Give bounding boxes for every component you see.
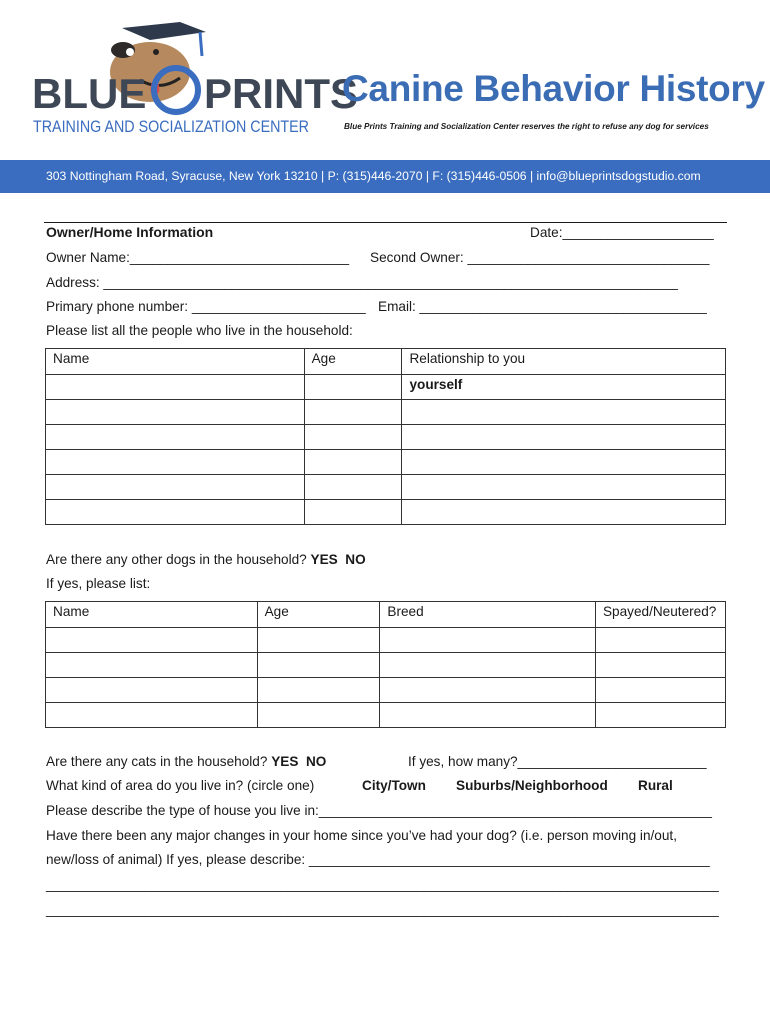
table-cell[interactable] (304, 450, 402, 475)
table-cell[interactable] (46, 475, 305, 500)
cats-question-text: Are there any cats in the household? (46, 754, 268, 769)
section-rule (44, 222, 727, 223)
dogs-no-option[interactable]: NO (345, 552, 366, 567)
answer-line[interactable]: _________________________________________________________________________________________ (46, 902, 719, 917)
column-header: Breed (380, 602, 596, 628)
area-option-suburbs[interactable]: Suburbs/Neighborhood (456, 778, 608, 793)
table-cell[interactable] (304, 400, 402, 425)
table-row (46, 450, 726, 475)
logo-word-left: BLUE (32, 70, 147, 117)
table-cell[interactable] (402, 475, 726, 500)
table-cell[interactable] (595, 653, 725, 678)
contact-banner: 303 Nottingham Road, Syracuse, New York 13210 | P: (315)446-2070 | F: (315)446-0506 | info@blueprintsdogstudio.com (0, 160, 770, 193)
table-cell[interactable] (46, 628, 258, 653)
table-cell[interactable] (304, 475, 402, 500)
house-type-field[interactable]: Please describe the type of house you live in:____________________________________________________ (46, 803, 712, 818)
table-cell[interactable] (46, 375, 305, 400)
household-prompt: Please list all the people who live in the household: (46, 323, 353, 338)
table-cell[interactable] (304, 500, 402, 525)
table-cell[interactable] (257, 678, 380, 703)
column-header: Relationship to you (402, 349, 726, 375)
phone-field[interactable]: Primary phone number: _______________________ (46, 299, 366, 314)
table-cell[interactable] (46, 450, 305, 475)
column-header: Age (257, 602, 380, 628)
area-option-rural[interactable]: Rural (638, 778, 673, 793)
table-row (46, 500, 726, 525)
table-cell[interactable] (257, 653, 380, 678)
table-cell[interactable] (46, 703, 258, 728)
table-cell[interactable] (380, 703, 596, 728)
address-field[interactable]: Address: ____________________________________________________________________________ (46, 275, 678, 290)
email-field[interactable]: Email: ______________________________________ (378, 299, 707, 314)
table-cell[interactable] (380, 653, 596, 678)
table-header-row (46, 349, 726, 375)
table-cell[interactable] (402, 500, 726, 525)
section-title-owner: Owner/Home Information (46, 224, 214, 240)
table-cell[interactable] (304, 375, 402, 400)
page-subtitle: Blue Prints Training and Socialization Center reserves the right to refuse any dog for services (344, 122, 709, 131)
household-table (45, 348, 726, 525)
logo-graphic (30, 22, 359, 140)
table-cell[interactable] (257, 703, 380, 728)
changes-question: Have there been any major changes in your home since you’ve had your dog? (i.e. person moving in/out, (46, 828, 677, 843)
cats-no-option[interactable]: NO (305, 754, 327, 769)
table-row (46, 628, 726, 653)
column-header: Age (304, 349, 402, 375)
page-title: Canine Behavior History (342, 68, 765, 109)
dogs-question-text: Are there any other dogs in the household? (46, 552, 307, 567)
table-cell[interactable] (402, 400, 726, 425)
column-header: Name (46, 349, 305, 375)
table-cell[interactable] (380, 628, 596, 653)
second-owner-field[interactable]: Second Owner: ________________________________ (370, 250, 710, 265)
column-header: Name (46, 602, 258, 628)
table-cell[interactable] (46, 653, 258, 678)
logo-tagline: TRAINING AND SOCIALIZATION CENTER (33, 118, 309, 136)
logo-word-right: PRINTS (204, 70, 359, 117)
table-cell[interactable] (595, 703, 725, 728)
dogs-question (46, 552, 366, 567)
table-cell[interactable] (380, 678, 596, 703)
changes-field[interactable]: new/loss of animal) If yes, please describe: _____________________________________________________ (46, 852, 710, 867)
dogs-table (45, 601, 726, 728)
table-cell[interactable] (257, 628, 380, 653)
table-cell[interactable] (304, 425, 402, 450)
table-cell[interactable] (402, 425, 726, 450)
column-header: Spayed/Neutered? (595, 602, 725, 628)
table-cell[interactable] (46, 425, 305, 450)
table-cell[interactable] (46, 678, 258, 703)
dogs-yes-option[interactable]: YES (310, 552, 338, 567)
area-option-city[interactable]: City/Town (362, 778, 426, 793)
cats-yes-option[interactable]: YES (271, 754, 299, 769)
cats-question (46, 754, 326, 769)
blue-prints-logo (30, 22, 359, 140)
owner-name-field[interactable]: Owner Name:_____________________________ (46, 250, 350, 265)
area-question: What kind of area do you live in? (circle one) (46, 778, 315, 793)
table-cell[interactable] (595, 628, 725, 653)
table-cell[interactable] (46, 500, 305, 525)
table-header-row (46, 602, 726, 628)
table-row (46, 425, 726, 450)
table-row (46, 678, 726, 703)
table-cell[interactable]: yourself (402, 375, 726, 400)
table-cell[interactable] (595, 678, 725, 703)
dogs-list-prompt: If yes, please list: (46, 576, 151, 591)
table-row (46, 703, 726, 728)
table-cell[interactable] (46, 400, 305, 425)
graduation-cap-icon (122, 22, 206, 40)
cats-how-many-field[interactable]: If yes, how many?_________________________ (408, 754, 707, 769)
table-row (46, 653, 726, 678)
date-field[interactable]: Date:____________________ (530, 225, 714, 240)
table-row (46, 375, 726, 400)
table-cell[interactable] (402, 450, 726, 475)
table-row (46, 400, 726, 425)
table-row (46, 475, 726, 500)
answer-line[interactable]: _________________________________________________________________________________________ (46, 877, 719, 892)
